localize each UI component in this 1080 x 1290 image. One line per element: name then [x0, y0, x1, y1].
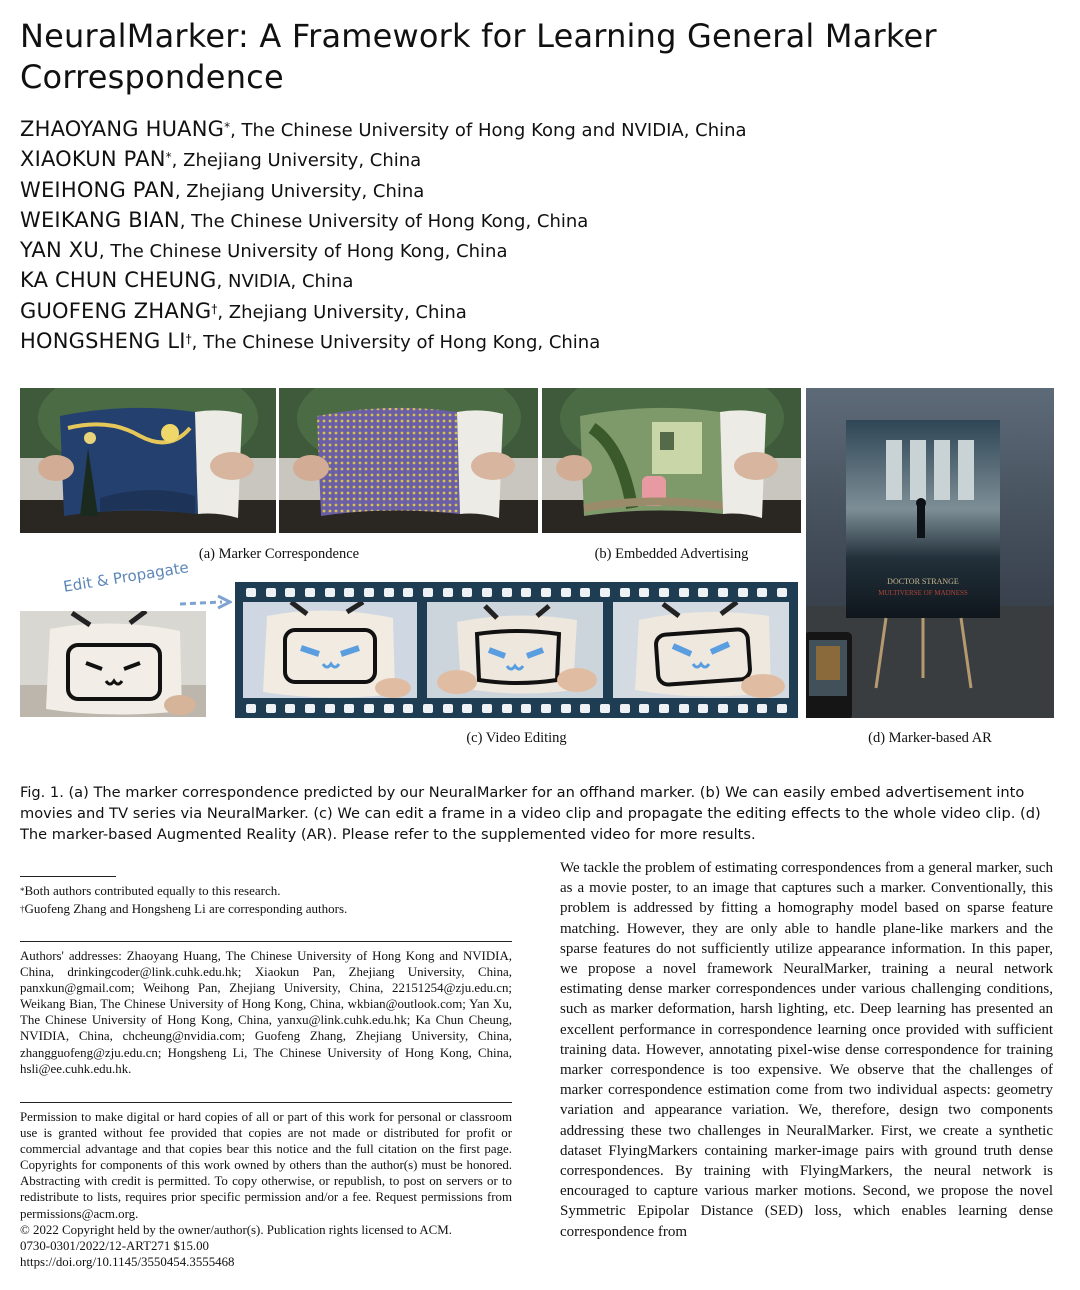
author-name: GUOFENG ZHANG — [20, 298, 212, 323]
copyright-line: © 2022 Copyright held by the owner/author(s). Publication rights licensed to ACM. — [20, 1222, 452, 1237]
permission-notice: Permission to make digital or hard copies of all or part of this work for personal or classroom use is granted without fee provided that copies are not made or distributed for profit or commercial advantage and that copies bear this notice and the full citation on the first page. Copyrights for components of this work owned by others than the author(s) must be honored. Abstracting with credit is permitted. To copy otherwise, or republish, to post on servers or to redistribute to lists, requires prior specific permission and/or a fee. Request permissions from permissions@acm.org. — [20, 1110, 512, 1221]
edit-propagate-label: Edit & Propagate — [62, 558, 190, 596]
photo-marker-starry-night — [20, 388, 276, 533]
author-affiliation: , The Chinese University of Hong Kong, China — [179, 210, 589, 232]
author-name: HONGSHENG LI — [20, 329, 186, 354]
author-affiliation: , The Chinese University of Hong Kong and NVIDIA, China — [230, 120, 747, 141]
photo-edit-source-frame — [20, 611, 206, 717]
subcaption-c: (c) Video Editing — [466, 730, 567, 746]
subcaption-a: (a) Marker Correspondence — [198, 546, 360, 562]
abstract-text: We tackle the problem of estimating correspondences from a general marker, such as a movie poster, to an image that captures such a marker. Conventionally, this problem is addressed by fitting a homography model based on sparse feature matching. However, they are only able to handle plane-like markers and the sparse features do not sufficiently utilize appearance information. In this paper, we propose a novel framework NeuralMarker, training a neural network estimating dense marker correspondences under various challenging conditions, such as marker deformation, harsh lighting, etc. Deep learning has presented an excellent performance in correspondence learning once provided with sufficient training data. However, annotating pixel-wise dense correspondence for training marker correspondence is too expensive. We observe that the challenges of marker correspondence estimation come from two individual aspects: geometry variation and appearance variation. We, therefore, design two components addressing these two challenges in NeuralMarker. First, we create a synthetic dataset FlyingMarkers containing marker-image pairs with ground truth dense correspondences. By training with FlyingMarkers, the neural network is encouraged to capture various marker motions. Second, we propose the novel Symmetric Epipolar Distance (SED) loss, which enables learning dense correspondence from — [560, 860, 1053, 1240]
author-entry — [20, 145, 1060, 175]
subcaption-b: (b) Embedded Advertising — [594, 546, 749, 562]
doi-link[interactable]: https://doi.org/10.1145/3550454.3555468 — [20, 1254, 235, 1269]
photo-marker-grid-overlay — [279, 388, 538, 533]
author-name: XIAOKUN PAN — [20, 147, 166, 172]
paper-title: NeuralMarker: A Framework for Learning General Marker Correspondence — [20, 17, 937, 96]
article-id: 0730-0301/2022/12-ART271 $15.00 — [20, 1238, 209, 1253]
author-name: KA CHUN CHEUNG — [20, 268, 217, 293]
footnote-equal-contribution: *Both authors contributed equally to this research. — [20, 883, 281, 898]
author-name: WEIKANG BIAN — [20, 207, 180, 232]
author-mark: * — [165, 150, 172, 165]
author-entry — [20, 297, 1060, 327]
photo-embedded-advertising — [542, 388, 801, 533]
footnote-corresponding-authors: †Guofeng Zhang and Hongsheng Li are corresponding authors. — [20, 901, 348, 916]
author-list — [20, 115, 1060, 357]
author-name: WEIHONG PAN — [20, 177, 175, 202]
author-affiliation: , NVIDIA, China — [216, 271, 354, 293]
author-entry — [20, 266, 1060, 296]
video-frame-2 — [427, 602, 603, 698]
subcaption-d: (d) Marker-based AR — [868, 730, 992, 746]
author-entry — [20, 236, 1060, 266]
photo-marker-based-ar — [806, 388, 1054, 718]
author-entry — [20, 327, 1060, 357]
author-affiliation: , The Chinese University of Hong Kong, China — [191, 332, 601, 354]
author-mark: † — [185, 332, 192, 347]
authors-addresses: Authors' addresses: Zhaoyang Huang, The Chinese University of Hong Kong and NVIDIA, China, drinkingcoder@link.cuhk.edu.hk; Xiaokun Pan, Zhejiang University, China, panxkun@gmail.com; Weihong Pan, Zhejiang University, China, 22151254@zju.edu.cn; Weikang Bian, The Chinese University of Hong Kong, China, wkbian@outlook.com; Yan Xu, The Chinese University of Hong Kong, China, yanxu@link.cuhk.edu.hk; Ka Chun Cheung, NVIDIA, China, chcheung@nvidia.com; Guofeng Zhang, Zhejiang University, China, zhangguofeng@zju.edu.cn; Hongsheng Li, The Chinese University of Hong Kong, China, hsli@ee.cuhk.edu.hk. — [20, 941, 512, 1077]
author-affiliation: , Zhejiang University, China — [217, 301, 467, 323]
video-frame-1 — [243, 602, 417, 698]
figure-caption: Fig. 1. (a) The marker correspondence predicted by our NeuralMarker for an offhand marker. (b) We can easily embed advertisement into movies and TV series via NeuralMarker. (c) We can edit a frame in a video clip and propagate the editing effects to the whole video clip. (d) The marker-based Augmented Reality (AR). Please refer to the supplemented video for more results. — [20, 784, 1041, 843]
footnote-rule — [20, 876, 116, 877]
poster-title-bottom: MULTIVERSE OF MADNESS — [878, 589, 968, 597]
poster-title-top: DOCTOR STRANGE — [887, 577, 959, 586]
author-entry — [20, 115, 1060, 145]
author-name: ZHAOYANG HUANG — [20, 117, 225, 141]
author-affiliation: , Zhejiang University, China — [171, 150, 422, 172]
permission-block — [20, 1102, 512, 1270]
author-entry — [20, 176, 1060, 206]
author-affiliation: , The Chinese University of Hong Kong, China — [98, 241, 508, 263]
edit-propagate-arrow-icon — [178, 592, 232, 612]
author-name: YAN XU — [20, 238, 99, 263]
video-frame-3 — [613, 602, 789, 698]
video-filmstrip — [235, 582, 798, 718]
author-mark: * — [224, 120, 231, 134]
author-entry — [20, 206, 1060, 236]
author-affiliation: , Zhejiang University, China — [174, 180, 425, 202]
author-mark: † — [211, 301, 218, 316]
